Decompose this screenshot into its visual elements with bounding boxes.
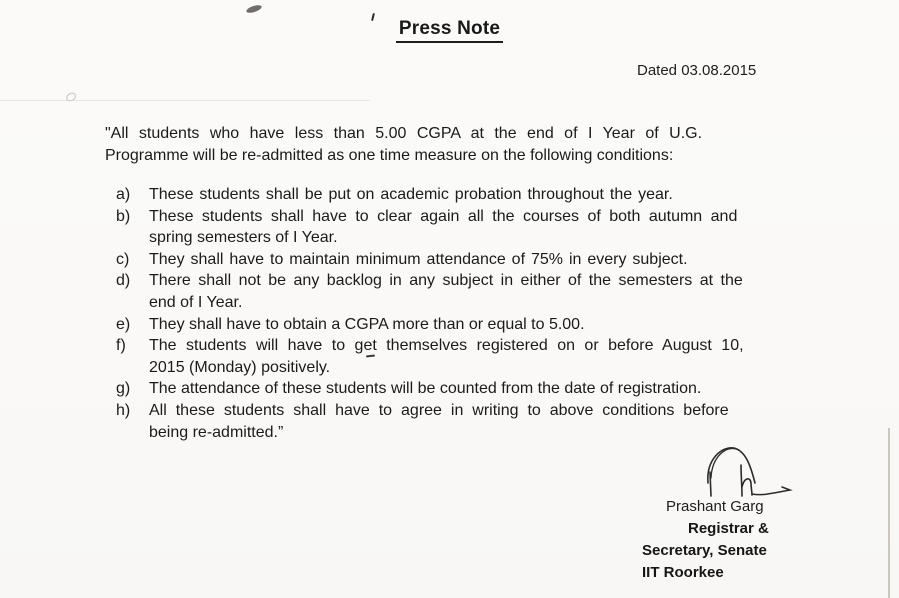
intro-line: "All students who have less than 5.00 CGPA at the end of I Year of U.G.	[105, 125, 703, 142]
list-item-e	[116, 314, 806, 336]
list-item-text	[149, 270, 806, 313]
list-item-d	[116, 270, 806, 313]
list-item-line: 2015 (Monday) positively.	[149, 358, 331, 376]
list-item-label: c)	[116, 250, 130, 268]
list-item-line: end of I Year.	[149, 293, 243, 311]
list-item-line: They shall have to obtain a CGPA more than or equal to 5.00.	[149, 315, 585, 333]
list-item-label: b)	[116, 207, 131, 225]
intro-paragraph	[105, 123, 803, 166]
list-item-text	[149, 249, 806, 271]
list-item-label: g)	[116, 380, 131, 398]
list-item-line: The attendance of these students will be counted from the date of registration.	[149, 380, 702, 398]
list-item-line: The students will have to get themselves registered on or before August 10,	[149, 337, 744, 355]
list-item-f	[116, 335, 806, 378]
conditions-list	[116, 184, 806, 443]
list-item-text	[149, 206, 806, 249]
signatory-role-line2: Secretary, Senate	[642, 542, 767, 559]
date-line: Dated 03.08.2015	[637, 62, 757, 79]
signatory-name: Prashant Garg	[666, 498, 764, 515]
signatory-role-line1: Registrar &	[688, 520, 769, 537]
list-item-label: f)	[116, 337, 126, 355]
list-item-line: These students shall be put on academic probation throughout the year.	[149, 186, 673, 203]
list-item-label: a)	[116, 186, 131, 203]
list-item-line: They shall have to maintain minimum attendance of 75% in every subject.	[149, 250, 688, 268]
signatory-organization: IIT Roorkee	[642, 564, 724, 581]
document-title-row	[0, 18, 899, 43]
list-item-text	[149, 335, 806, 378]
list-item-text	[149, 400, 806, 443]
list-item-g	[116, 378, 806, 400]
list-item-label: h)	[116, 401, 131, 419]
list-item-line: spring semesters of I Year.	[149, 229, 338, 247]
list-item-h	[116, 400, 806, 443]
list-item-text	[149, 378, 806, 400]
list-item-line: being re-admitted.”	[149, 423, 284, 441]
list-item-b	[116, 206, 806, 249]
list-item-label: d)	[116, 272, 131, 290]
list-item-line: All these students shall have to agree in writing to above conditions before	[149, 401, 729, 419]
list-item-text	[149, 184, 806, 206]
list-item-text	[149, 314, 806, 336]
list-item-line: There shall not be any backlog in any subject in either of the semesters at the	[149, 272, 743, 290]
page-title: Press Note	[396, 18, 503, 43]
list-item-a	[116, 184, 806, 206]
list-item-label: e)	[116, 315, 131, 333]
list-item-c	[116, 249, 806, 271]
intro-line: Programme will be re-admitted as one time measure on the following conditions:	[105, 146, 674, 164]
list-item-line: These students shall have to clear again all the courses of both autumn and	[149, 207, 738, 225]
handwritten-signature	[698, 443, 796, 501]
